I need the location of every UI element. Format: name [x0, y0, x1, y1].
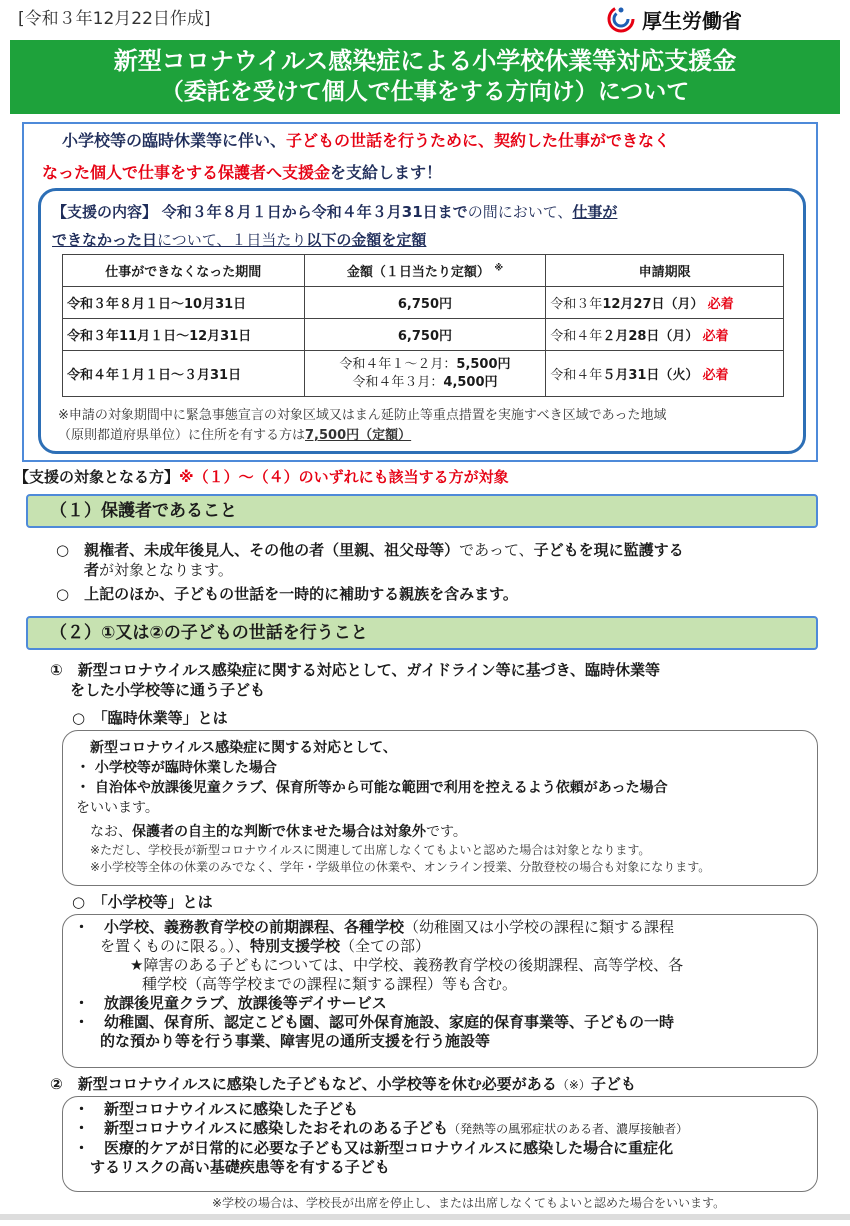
sick-line: ・ 新型コロナウイルスに感染したおそれのある子ども	[74, 1119, 449, 1137]
footnote: ※学校の場合は、学校長が出席を停止し、または出席しなくてもよいと認めた場合をいいます。	[212, 1196, 726, 1210]
support-heading	[52, 198, 792, 254]
gakko-line: ★障害のある子どもについては、中学校、義務教育学校の後期課程、高等学校、各	[130, 956, 684, 974]
table-row	[63, 287, 784, 319]
note-amount: 7,500円（定額）	[305, 428, 412, 443]
ministry-logo-icon	[606, 4, 636, 34]
item-text: が対象となります。	[99, 561, 233, 579]
header-period: 仕事ができなくなった期間	[63, 255, 305, 287]
kyugyo-line: です。	[426, 824, 467, 840]
guardian-item2: ○ 上記のほか、子どもの世話を一時的に補助する親族を含みます。	[56, 585, 518, 603]
table-header-row	[63, 255, 784, 287]
gakko-line: 的な預かり等を行う事業、障害児の通所支援を行う施設等	[100, 1032, 491, 1050]
gakko-line: （全ての部）	[340, 937, 431, 955]
table-row	[63, 319, 784, 351]
support-emph: 以下の金額を定額	[306, 231, 427, 249]
row-deadline	[546, 351, 784, 397]
sick-note: （発熱等の風邪症状のある者、濃厚接触者）	[448, 1122, 689, 1136]
row-deadline	[546, 319, 784, 351]
table-row	[63, 351, 784, 397]
intro-highlight: なった個人で仕事をする保護者へ支援金	[42, 163, 331, 182]
deadline-year: 令和４年	[550, 329, 603, 344]
support-label: 【支援の内容】	[52, 203, 158, 221]
sick-line: ・ 新型コロナウイルスに感染した子ども	[74, 1100, 359, 1118]
rates-table	[62, 254, 784, 397]
item-text: ○ 親権者、未成年後見人、その他の者（里親、祖父母等）	[56, 541, 460, 559]
support-text: について、１日当たり	[157, 231, 307, 249]
gakko-content	[74, 918, 814, 1051]
sick-line: ・ 医療的ケアが日常的に必要な子ども又は新型コロナウイルスに感染した場合に重症化	[74, 1139, 674, 1157]
deadline-must: 必着	[702, 368, 729, 383]
kyugyo-line: なお、	[90, 824, 132, 840]
kyugyo-content	[76, 738, 816, 876]
kyugyo-note: ※小学校等全体の休業のみでなく、学年・学級単位の休業や、オンライン授業、分散登校の場合も対象になります。	[90, 860, 711, 874]
deadline-year: 令和３年	[550, 297, 603, 312]
title-banner	[10, 40, 840, 114]
ministry-logo	[606, 4, 742, 34]
amount-value: 4,500円	[443, 374, 498, 390]
row-deadline	[546, 287, 784, 319]
intro-line1	[62, 128, 670, 151]
support-emph: 仕事が	[572, 203, 618, 221]
gakko-line: （幼稚園又は小学校の課程に類する課程	[404, 918, 675, 936]
gakko-label: ○ 「小学校等」とは	[72, 893, 213, 911]
support-note	[58, 406, 798, 446]
amount-label: 令和４年３月：	[352, 374, 444, 390]
support-period: 令和３年８月１日から令和４年３月31日まで	[161, 203, 468, 221]
intro-highlight: 子どもの世話を行うために、契約した仕事ができなく	[286, 131, 671, 150]
condition1	[50, 660, 810, 700]
row-amount: 6,750円	[304, 287, 546, 319]
amount-value: 5,500円	[456, 356, 511, 372]
page-bottom-divider	[0, 1214, 850, 1220]
condition1-line: ① 新型コロナウイルス感染症に関する対応として、ガイドライン等に基づき、臨時休業等	[50, 661, 661, 679]
support-text: の間において、	[467, 203, 573, 221]
item-text: 者	[84, 561, 100, 579]
kyugyo-line: ・ 自治体や放課後児童クラブ、保育所等から可能な範囲で利用を控えるよう依頼があった場合	[76, 780, 668, 796]
condition1-line: をした小学校等に通う子ども	[70, 681, 266, 699]
title-line2: （委託を受けて個人で仕事をする方向け）について	[160, 79, 690, 105]
gakko-line: 種学校（高等学校までの課程に類する課程）等も含む。	[142, 975, 518, 993]
gakko-line: ・ 幼稚園、保育所、認定こども園、認可外保育施設、家庭的保育事業等、子どもの一時	[74, 1013, 675, 1031]
support-emph: できなかった日	[52, 231, 158, 249]
ministry-name: 厚生労働省	[642, 8, 742, 33]
title-line1: 新型コロナウイルス感染症による小学校休業等対応支援金	[113, 47, 737, 75]
gakko-emph: 特別支援学校	[250, 937, 341, 955]
deadline-date: ５月31日（火）	[602, 368, 699, 383]
target-label: 【支援の対象となる方】	[14, 468, 180, 486]
note-line: ※申請の対象期間中に緊急事態宣言の対象区域又はまん延防止等重点措置を実施すべき区域であった地域	[58, 408, 667, 423]
gakko-line: を置くものに限る。）、	[100, 937, 251, 955]
deadline-date: ２月28日（月）	[602, 329, 699, 344]
kyugyo-note: ※ただし、学校長が新型コロナウイルスに関連して出席しなくてもよいと認めた場合は対象となります。	[90, 843, 651, 857]
row-period: 令和３年11月１日～12月31日	[63, 319, 305, 351]
target-condition: ※（１）～（４）のいずれにも該当する方が対象	[179, 468, 509, 486]
item-text: 子どもを現に監護する	[533, 541, 684, 559]
gakko-line: ・ 小学校、義務教育学校の前期課程、各種学校	[74, 918, 405, 936]
intro-text: 小学校等の臨時休業等に伴い、	[62, 131, 287, 150]
target-heading	[14, 466, 509, 487]
intro-text: を支給します！	[330, 163, 443, 182]
amount-label: 令和４年１～２月：	[339, 356, 457, 372]
document-date: [令和３年12月22日作成]	[18, 9, 211, 29]
row-period: 令和４年１月１日～３月31日	[63, 351, 305, 397]
kyugyo-line: 新型コロナウイルス感染症に関する対応として、	[90, 740, 397, 756]
header-amount	[304, 255, 546, 287]
kyugyo-label: ○ 「臨時休業等」とは	[72, 709, 228, 727]
row-period: 令和３年８月１日～10月31日	[63, 287, 305, 319]
condition2-text: 子ども	[590, 1075, 636, 1093]
sick-child-content	[74, 1100, 814, 1177]
gakko-line: ・ 放課後児童クラブ、放課後等デイサービス	[74, 994, 387, 1012]
row-amount	[304, 351, 546, 397]
item-text: であって、	[459, 541, 534, 559]
sick-line: するリスクの高い基礎疾患等を有する子ども	[90, 1158, 390, 1176]
header-amount-note: ※	[494, 263, 504, 274]
header-deadline: 申請期限	[546, 255, 784, 287]
note-line: （原則都道府県単位）に住所を有する方は	[58, 428, 306, 443]
guardian-item1	[56, 540, 816, 580]
deadline-year: 令和４年	[550, 368, 603, 383]
section2-title: （２）①又は②の子どもの世話を行うこと	[26, 616, 818, 650]
kyugyo-emph: 保護者の自主的な判断で休ませた場合は対象外	[132, 824, 426, 840]
kyugyo-line: をいいます。	[76, 800, 159, 816]
intro-line2	[42, 160, 442, 183]
deadline-must: 必着	[707, 297, 734, 312]
deadline-must: 必着	[702, 329, 729, 344]
row-amount: 6,750円	[304, 319, 546, 351]
deadline-date: 12月27日（月）	[602, 297, 704, 312]
condition2-text: ② 新型コロナウイルスに感染した子どもなど、小学校等を休む必要がある	[50, 1075, 557, 1093]
condition2-note: （※）	[556, 1078, 591, 1092]
header-amount-text: 金額（１日当たり定額）	[346, 265, 490, 280]
kyugyo-line: ・ 小学校等が臨時休業した場合	[76, 760, 277, 776]
condition2	[50, 1074, 830, 1095]
section1-title: （１）保護者であること	[26, 494, 818, 528]
